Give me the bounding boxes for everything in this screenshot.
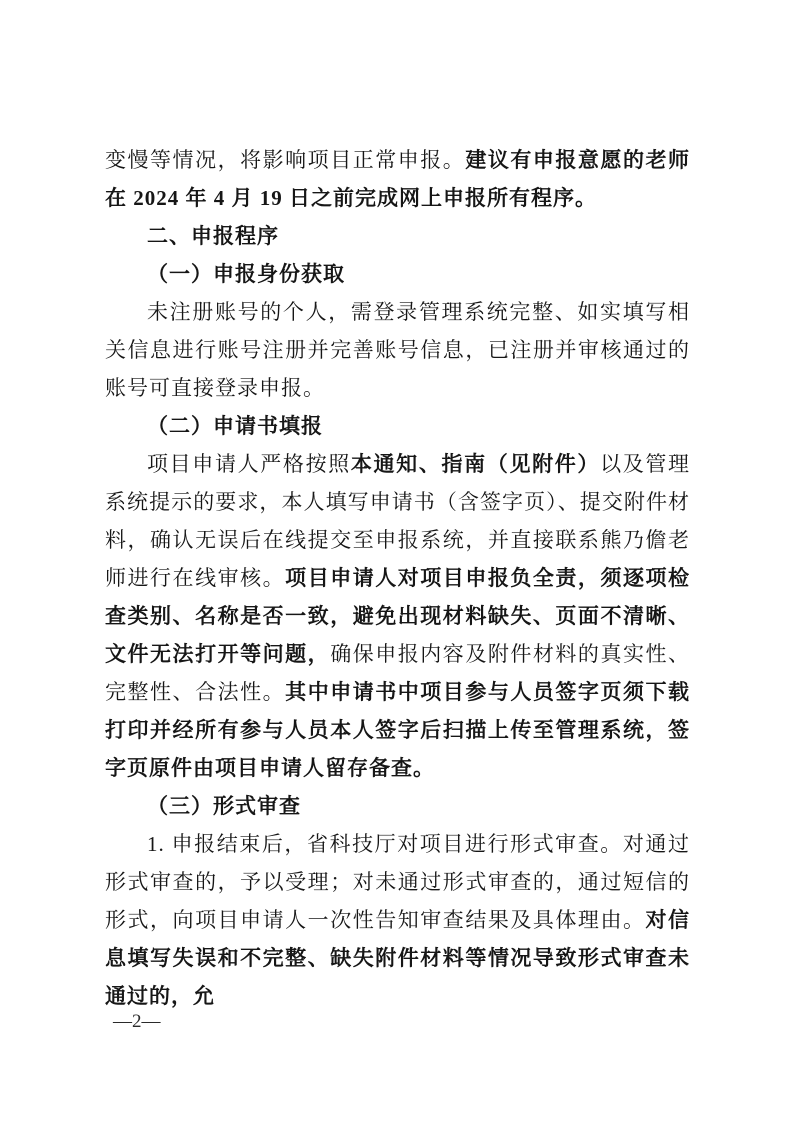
text-run: 项目申请人严格按照 — [147, 452, 351, 476]
section-heading-procedure: 二、申报程序 — [147, 224, 279, 248]
subsection-heading-identity: （一）申报身份获取 — [147, 262, 345, 286]
text-run: 未注册账号的个人，需登录管理系统完整、如实填写相关信息进行账号注册并完善账号信息，已注册并审核通过的账号可直接登录申报。 — [105, 300, 690, 400]
text-run-bold: 项目申请人对项目申报负全责，须逐项检查类别、名称是否一致，避免出现材料缺失、页面不清晰、文件无法打开等问题， — [105, 566, 691, 666]
text-run-bold: 对信息填写失误和不完整、缺失附件材料等情况导致形式审查未通过的，允 — [105, 908, 691, 1008]
paragraph-application-form — [105, 445, 690, 787]
subsection-heading-application-form: （二）申请书填报 — [147, 414, 323, 438]
paragraph-formal-review — [105, 825, 690, 1015]
text-run: 确保申报内容及附件材料的真实性、完整性、合法性。 — [105, 642, 691, 704]
text-run: 以及管理系统提示的要求，本人填写申请书（含签字页）、提交附件材料，确认无误后在线提交至申报系统，并直接联系熊乃儋老师进行在线审核。 — [105, 452, 691, 590]
paragraph-identity — [105, 293, 690, 407]
text-run: 变慢等情况，将影响项目正常申报。 — [105, 148, 466, 172]
paragraph-continuation — [105, 141, 690, 217]
subsection-heading-formal-review: （三）形式审查 — [147, 794, 301, 818]
document-body — [105, 141, 690, 1015]
page-number: —2— — [113, 1011, 161, 1032]
text-run-bold: 建议有申报意愿的老师在 2024 年 4 月 19 日之前完成网上申报所有程序。 — [105, 148, 691, 210]
text-run-bold: 本通知、指南（见附件） — [350, 452, 601, 476]
text-run-bold: 其中申请书中项目参与人员签字页须下载打印并经所有参与人员本人签字后扫描上传至管理系统，签字页原件由项目申请人留存备查。 — [105, 680, 691, 780]
text-run: 1. 申报结束后，省科技厅对项目进行形式审查。对通过形式审查的，予以受理；对未通过形式审查的，通过短信的形式，向项目申请人一次性告知审查结果及具体理由。 — [105, 832, 690, 932]
